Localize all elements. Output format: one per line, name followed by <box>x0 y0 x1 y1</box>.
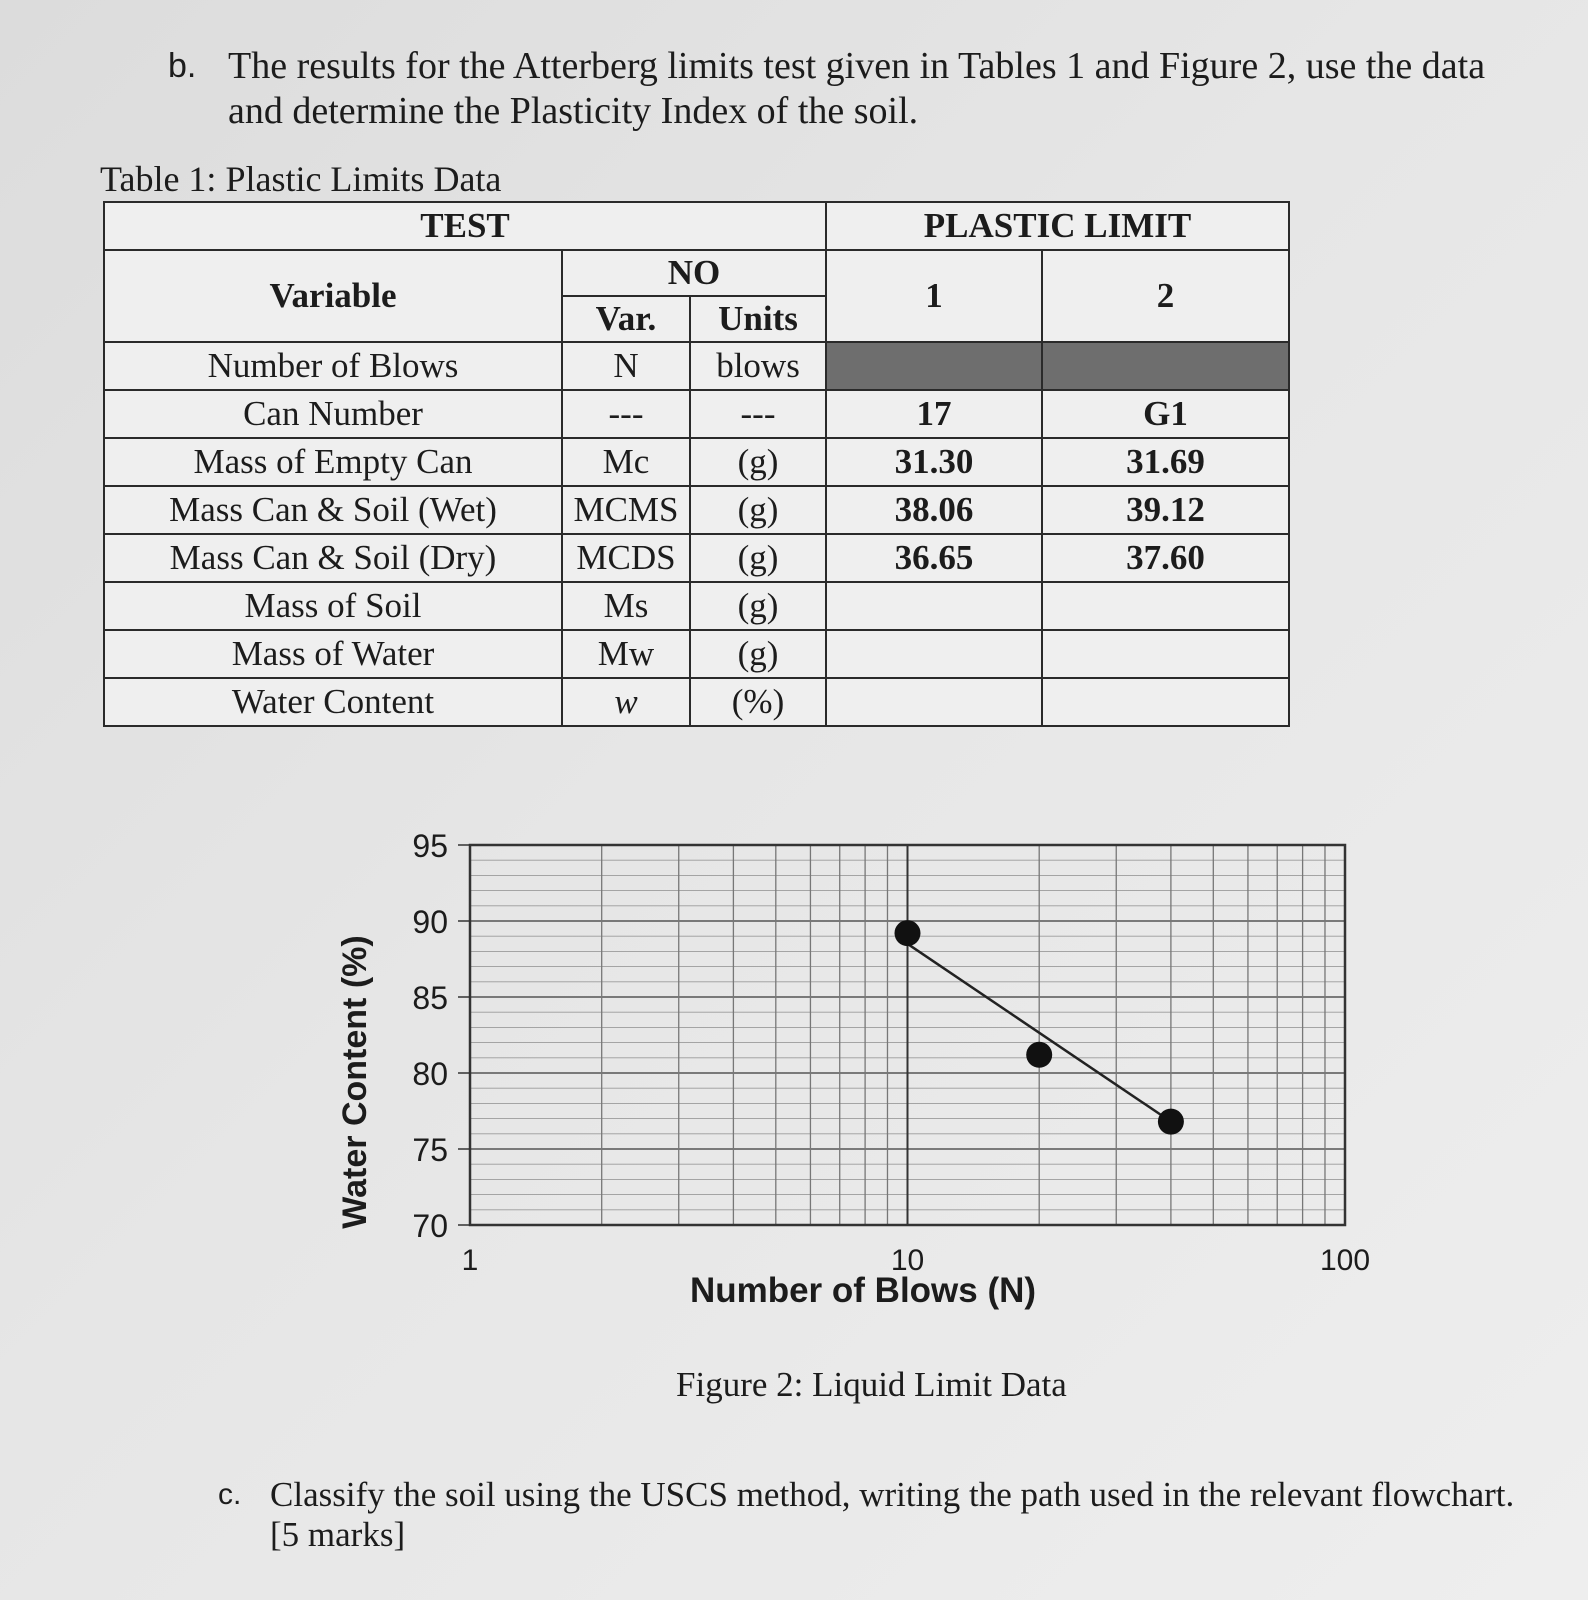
liquid-limit-chart <box>330 820 1390 1330</box>
units-cell: blows <box>690 342 826 390</box>
y-tick-label: 75 <box>412 1132 448 1168</box>
units-cell: (%) <box>690 678 826 726</box>
variable-cell: Can Number <box>104 390 562 438</box>
trial-1-cell <box>826 630 1042 678</box>
y-tick-label: 95 <box>412 828 448 864</box>
table-caption: Table 1: Plastic Limits Data <box>100 159 502 199</box>
header-variable: Variable <box>104 250 562 342</box>
variable-cell: Mass of Water <box>104 630 562 678</box>
trial-2-cell <box>1042 678 1289 726</box>
variable-cell: Water Content <box>104 678 562 726</box>
trial-1-cell: 36.65 <box>826 534 1042 582</box>
y-tick-label: 80 <box>412 1056 448 1092</box>
y-tick-label: 85 <box>412 980 448 1016</box>
trial-2-cell: G1 <box>1042 390 1289 438</box>
var-cell: --- <box>562 390 690 438</box>
header-test: TEST <box>104 202 826 250</box>
table-row <box>104 390 1289 438</box>
table-row <box>104 486 1289 534</box>
table-row <box>104 438 1289 486</box>
var-cell: MCMS <box>562 486 690 534</box>
table-row <box>104 534 1289 582</box>
units-cell: (g) <box>690 438 826 486</box>
y-axis-ticks <box>412 828 470 1244</box>
variable-cell: Mass of Empty Can <box>104 438 562 486</box>
data-point <box>895 920 921 946</box>
table-row <box>104 630 1289 678</box>
table-row <box>104 582 1289 630</box>
table-row <box>104 678 1289 726</box>
units-cell: (g) <box>690 486 826 534</box>
variable-cell: Mass Can & Soil (Wet) <box>104 486 562 534</box>
var-cell: MCDS <box>562 534 690 582</box>
question-b <box>168 44 1548 134</box>
table-row <box>104 342 1289 390</box>
trial-2-cell: 31.69 <box>1042 438 1289 486</box>
trial-1-cell <box>826 342 1042 390</box>
trial-2-cell: 39.12 <box>1042 486 1289 534</box>
x-tick-label: 1 <box>461 1244 479 1277</box>
variable-cell: Mass of Soil <box>104 582 562 630</box>
header-var: Var. <box>562 296 690 342</box>
trial-1-cell: 31.30 <box>826 438 1042 486</box>
y-tick-label: 90 <box>412 904 448 940</box>
var-cell: N <box>562 342 690 390</box>
header-plastic-limit: PLASTIC LIMIT <box>826 202 1289 250</box>
chart-grid <box>470 845 1345 1225</box>
units-cell: (g) <box>690 630 826 678</box>
y-axis-label: Water Content (%) <box>336 935 374 1229</box>
var-cell: Mc <box>562 438 690 486</box>
trial-1-cell <box>826 582 1042 630</box>
variable-cell: Number of Blows <box>104 342 562 390</box>
units-cell: --- <box>690 390 826 438</box>
x-axis-label: Number of Blows (N) <box>689 1271 1037 1310</box>
question-c <box>218 1475 1548 1555</box>
header-trial-2: 2 <box>1042 250 1289 342</box>
question-b-text: The results for the Atterberg limits test given in Tables 1 and Figure 2, use the data and determine the Plasticity Index of the soil. <box>228 45 1486 132</box>
question-c-marks: [5 marks] <box>270 1515 406 1554</box>
data-point <box>1026 1042 1052 1068</box>
x-tick-label: 100 <box>1319 1244 1371 1277</box>
trial-2-cell <box>1042 342 1289 390</box>
units-cell: (g) <box>690 582 826 630</box>
header-units: Units <box>690 296 826 342</box>
question-b-label: b. <box>168 47 197 85</box>
x-tick-label: 10 <box>890 1244 925 1277</box>
trial-2-cell <box>1042 630 1289 678</box>
trial-1-cell: 17 <box>826 390 1042 438</box>
figure-caption: Figure 2: Liquid Limit Data <box>676 1365 1067 1404</box>
variable-cell: Mass Can & Soil (Dry) <box>104 534 562 582</box>
var-cell: Ms <box>562 582 690 630</box>
header-trial-1: 1 <box>826 250 1042 342</box>
question-c-label: c. <box>218 1478 242 1511</box>
question-c-text: Classify the soil using the USCS method, writing the path used in the relevant flowchart. <box>270 1475 1515 1514</box>
var-cell: w <box>562 678 690 726</box>
trial-2-cell <box>1042 582 1289 630</box>
var-cell: Mw <box>562 630 690 678</box>
trial-1-cell: 38.06 <box>826 486 1042 534</box>
header-no: NO <box>562 250 826 296</box>
y-tick-label: 70 <box>412 1208 448 1244</box>
trial-1-cell <box>826 678 1042 726</box>
plastic-limits-table <box>103 201 1290 727</box>
units-cell: (g) <box>690 534 826 582</box>
trial-2-cell: 37.60 <box>1042 534 1289 582</box>
data-point <box>1158 1109 1184 1135</box>
